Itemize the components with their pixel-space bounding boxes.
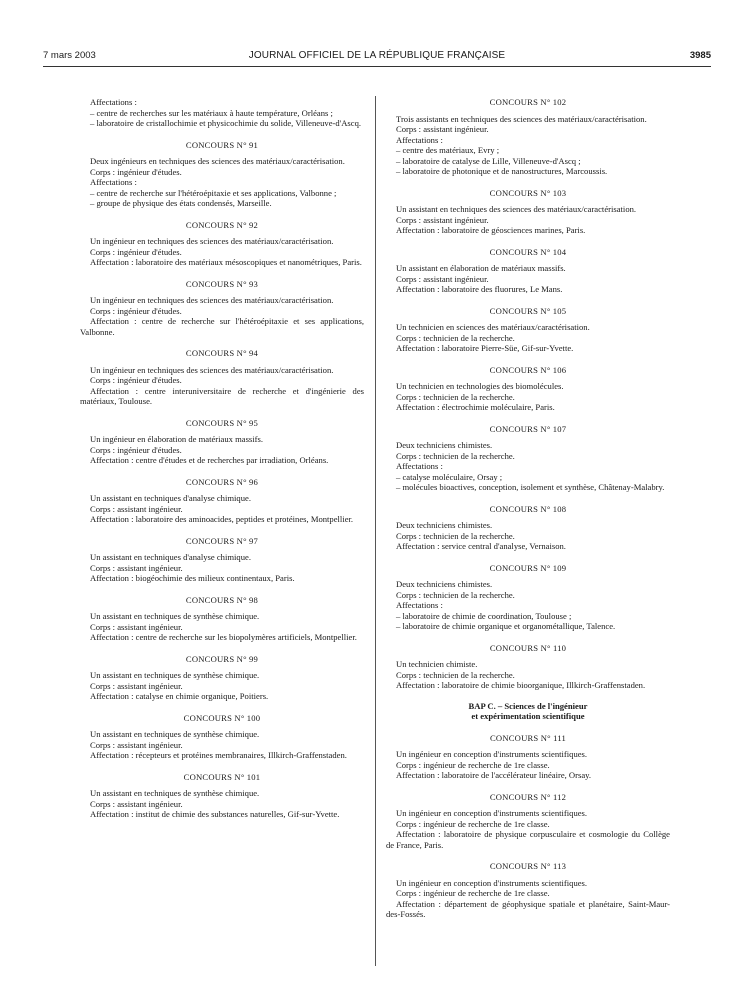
- left-concours-list: [80, 140, 364, 820]
- concours-block: [386, 733, 670, 781]
- concours-description: Un ingénieur en conception d'instruments scientifiques.: [396, 808, 588, 818]
- concours-block: [386, 643, 670, 691]
- concours-line: Affectation : laboratoire des aminoacides, peptides et protéines, Montpellier.: [90, 514, 354, 524]
- concours-line: Corps : ingénieur de recherche de 1re classe.: [396, 888, 550, 898]
- concours-block: [386, 306, 670, 354]
- concours-line: Affectation : laboratoire de physique corpusculaire et cosmologie du Collège de France, Paris.: [386, 829, 670, 850]
- concours-heading: CONCOURS N° 99: [185, 653, 259, 664]
- concours-heading: CONCOURS N° 111: [490, 732, 566, 743]
- concours-heading: CONCOURS N° 108: [489, 503, 567, 514]
- concours-block: [386, 424, 670, 493]
- bap-title-line2: et expérimentation scientifique: [471, 711, 585, 721]
- concours-line: Affectation : laboratoire de l'accélérateur linéaire, Orsay.: [396, 770, 592, 780]
- affectation-item: – molécules bioactives, conception, isolement et synthèse, Châtenay-Malabry.: [396, 482, 665, 492]
- concours-line: Corps : assistant ingénieur.: [396, 214, 489, 225]
- concours-description: Un assistant en élaboration de matériaux massifs.: [396, 263, 566, 273]
- concours-line: Affectation : laboratoire des fluorures, Le Mans.: [396, 284, 563, 294]
- concours-heading: CONCOURS N° 106: [489, 364, 567, 375]
- concours-line: Affectation : laboratoire Pierre-Süe, Gif-sur-Yvette.: [396, 343, 574, 353]
- concours-line: Corps : assistant ingénieur.: [396, 273, 489, 284]
- left-column: [80, 97, 364, 820]
- concours-line: Affectation : centre de recherche sur l'hétéroépitaxie et ses applications, Valbonne.: [80, 316, 364, 337]
- right-column: [386, 97, 670, 920]
- concours-block: [80, 654, 364, 702]
- concours-line: Affectations :: [396, 600, 443, 610]
- concours-heading: CONCOURS N° 98: [185, 594, 259, 605]
- concours-description: Un ingénieur en conception d'instruments scientifiques.: [396, 749, 588, 759]
- concours-block: [80, 418, 364, 466]
- concours-block: [80, 477, 364, 525]
- concours-heading: CONCOURS N° 101: [183, 771, 261, 782]
- intro-item: – centre de recherches sur les matériaux à haute température, Orléans ;: [90, 107, 333, 118]
- affectation-item: – laboratoire de chimie organique et organométallique, Talence.: [396, 621, 616, 631]
- affectation-item: – laboratoire de chimie de coordination, Toulouse ;: [396, 610, 572, 621]
- concours-heading: CONCOURS N° 107: [489, 423, 567, 434]
- affectation-item: – laboratoire de photonique et de nanostructures, Marcoussis.: [396, 166, 608, 176]
- concours-line: Affectation : centre d'études et de recherches par irradiation, Orléans.: [90, 455, 329, 465]
- concours-line: Corps : ingénieur de recherche de 1re classe.: [396, 818, 550, 829]
- header-journal-title: JOURNAL OFFICIEL DE LA RÉPUBLIQUE FRANÇAISE: [248, 50, 506, 61]
- concours-line: Corps : assistant ingénieur.: [396, 124, 489, 134]
- concours-description: Un assistant en techniques de synthèse chimique.: [90, 729, 260, 739]
- intro-block: [80, 97, 364, 129]
- concours-description: Un assistant en techniques d'analyse chimique.: [90, 493, 251, 503]
- header-page-number: 3985: [689, 50, 711, 61]
- concours-line: Corps : technicien de la recherche.: [396, 589, 515, 600]
- concours-block: [386, 247, 670, 295]
- concours-line: Corps : technicien de la recherche.: [396, 332, 515, 343]
- affectation-item: – centre de recherche sur l'hétéroépitaxie et ses applications, Valbonne ;: [90, 187, 337, 198]
- concours-line: Affectation : catalyse en chimie organique, Poitiers.: [90, 691, 269, 701]
- concours-heading: CONCOURS N° 92: [185, 219, 259, 230]
- concours-description: Un assistant en techniques de synthèse chimique.: [90, 670, 260, 680]
- column-divider: [375, 96, 376, 966]
- concours-heading: CONCOURS N° 104: [489, 246, 567, 257]
- concours-description: Un ingénieur en techniques des sciences des matériaux/caractérisation.: [90, 236, 334, 246]
- concours-heading: CONCOURS N° 97: [185, 535, 259, 546]
- concours-block: [386, 188, 670, 236]
- concours-line: Corps : ingénieur d'études.: [90, 444, 182, 455]
- concours-heading: CONCOURS N° 109: [489, 562, 567, 573]
- concours-line: Corps : assistant ingénieur.: [90, 562, 183, 573]
- concours-heading: CONCOURS N° 96: [185, 476, 259, 487]
- concours-block: [80, 713, 364, 761]
- concours-block: [386, 792, 670, 851]
- concours-line: Corps : ingénieur d'études.: [90, 375, 182, 385]
- concours-line: Affectation : centre interuniversitaire de recherche et d'ingénierie des matériaux, Toulouse.: [80, 385, 364, 406]
- concours-heading: CONCOURS N° 100: [183, 712, 261, 723]
- concours-description: Un ingénieur en techniques des sciences des matériaux/caractérisation.: [90, 364, 334, 375]
- concours-block: [80, 220, 364, 268]
- concours-description: Un technicien en technologies des biomolécules.: [396, 381, 564, 391]
- concours-line: Affectation : centre de recherche sur les biopolymères artificiels, Montpellier.: [90, 632, 357, 642]
- affectation-item: – centre des matériaux, Evry ;: [396, 145, 500, 155]
- concours-line: Corps : assistant ingénieur.: [90, 798, 183, 809]
- affectation-item: – catalyse moléculaire, Orsay ;: [396, 471, 503, 482]
- concours-heading: CONCOURS N° 102: [489, 97, 567, 107]
- concours-line: Corps : ingénieur d'études.: [90, 305, 182, 316]
- concours-description: Un assistant en techniques de synthèse chimique.: [90, 788, 260, 798]
- concours-heading: CONCOURS N° 93: [185, 278, 259, 289]
- concours-line: Corps : technicien de la recherche.: [396, 530, 515, 541]
- concours-heading: CONCOURS N° 91: [185, 139, 259, 150]
- concours-description: Un assistant en techniques des sciences des matériaux/caractérisation.: [396, 204, 637, 214]
- concours-description: Trois assistants en techniques des sciences des matériaux/caractérisation.: [396, 113, 647, 124]
- concours-description: Deux techniciens chimistes.: [396, 440, 493, 450]
- concours-line: Corps : technicien de la recherche.: [396, 669, 515, 680]
- concours-line: Corps : ingénieur de recherche de 1re classe.: [396, 759, 550, 770]
- concours-block: [80, 348, 364, 407]
- concours-line: Corps : assistant ingénieur.: [90, 739, 183, 750]
- concours-line: Corps : assistant ingénieur.: [90, 680, 183, 691]
- concours-block: [80, 595, 364, 643]
- concours-block: [80, 140, 364, 209]
- concours-line: Corps : technicien de la recherche.: [396, 450, 515, 461]
- concours-line: Affectation : laboratoire de géosciences marines, Paris.: [396, 225, 586, 235]
- concours-block: [80, 279, 364, 338]
- intro-item: – laboratoire de cristallochimie et physicochimie du solide, Villeneuve-d'Ascq.: [90, 118, 362, 128]
- concours-line: Affectation : institut de chimie des substances naturelles, Gif-sur-Yvette.: [90, 809, 340, 819]
- concours-description: Deux techniciens chimistes.: [396, 579, 493, 589]
- concours-description: Un technicien en sciences des matériaux/caractérisation.: [396, 322, 590, 332]
- concours-block: [80, 536, 364, 584]
- concours-line: Affectation : récepteurs et protéines membranaires, Illkirch-Graffenstaden.: [90, 750, 347, 760]
- concours-line: Corps : ingénieur d'études.: [90, 246, 182, 257]
- concours-line: Affectation : électrochimie moléculaire, Paris.: [396, 402, 555, 412]
- concours-block: [386, 97, 670, 177]
- right-concours-list-a: [386, 97, 670, 691]
- bap-section-title: [386, 701, 670, 722]
- concours-description: Deux ingénieurs en techniques des sciences des matériaux/caractérisation.: [90, 156, 345, 166]
- concours-heading: CONCOURS N° 113: [489, 861, 567, 871]
- concours-line: Corps : technicien de la recherche.: [396, 391, 515, 402]
- concours-description: Un assistant en techniques de synthèse chimique.: [90, 611, 260, 621]
- concours-block: [386, 861, 670, 920]
- concours-line: Affectations :: [396, 461, 443, 471]
- concours-block: [386, 365, 670, 413]
- header-date: 7 mars 2003: [43, 50, 96, 61]
- concours-block: [386, 563, 670, 632]
- concours-line: Affectations :: [396, 134, 443, 145]
- affectation-item: – laboratoire de catalyse de Lille, Villeneuve-d'Ascq ;: [396, 155, 581, 166]
- concours-line: Affectation : biogéochimie des milieux continentaux, Paris.: [90, 573, 295, 583]
- concours-block: [386, 504, 670, 552]
- concours-heading: CONCOURS N° 95: [185, 417, 259, 428]
- concours-line: Affectation : département de géophysique spatiale et planétaire, Saint-Maur-des-Fossés.: [386, 898, 670, 919]
- affectation-item: – groupe de physique des états condensés, Marseille.: [90, 198, 272, 208]
- concours-line: Corps : assistant ingénieur.: [90, 621, 183, 632]
- concours-line: Corps : ingénieur d'études.: [90, 166, 182, 177]
- page-header: [43, 50, 711, 64]
- concours-heading: CONCOURS N° 94: [185, 348, 259, 358]
- concours-description: Un ingénieur en conception d'instruments scientifiques.: [396, 877, 588, 888]
- concours-description: Deux techniciens chimistes.: [396, 520, 493, 530]
- concours-line: Affectation : service central d'analyse, Vernaison.: [396, 541, 566, 551]
- right-concours-list-b: [386, 733, 670, 920]
- header-rule: [43, 66, 711, 67]
- concours-description: Un ingénieur en techniques des sciences des matériaux/caractérisation.: [90, 295, 334, 305]
- concours-line: Corps : assistant ingénieur.: [90, 503, 183, 514]
- concours-description: Un ingénieur en élaboration de matériaux massifs.: [90, 434, 264, 444]
- concours-line: Affectations :: [90, 177, 137, 187]
- concours-line: Affectation : laboratoire de chimie bioorganique, Illkirch-Graffenstaden.: [396, 680, 646, 690]
- bap-title-line1: BAP C. – Sciences de l'ingénieur: [468, 700, 588, 711]
- concours-line: Affectation : laboratoire des matériaux mésoscopiques et nanométriques, Paris.: [90, 257, 362, 267]
- concours-description: Un technicien chimiste.: [396, 659, 478, 669]
- concours-block: [80, 772, 364, 820]
- intro-label: Affectations :: [90, 97, 137, 107]
- concours-description: Un assistant en techniques d'analyse chimique.: [90, 552, 251, 562]
- concours-heading: CONCOURS N° 112: [489, 791, 567, 802]
- concours-heading: CONCOURS N° 103: [489, 187, 567, 198]
- concours-heading: CONCOURS N° 110: [489, 642, 567, 653]
- concours-heading: CONCOURS N° 105: [489, 305, 567, 316]
